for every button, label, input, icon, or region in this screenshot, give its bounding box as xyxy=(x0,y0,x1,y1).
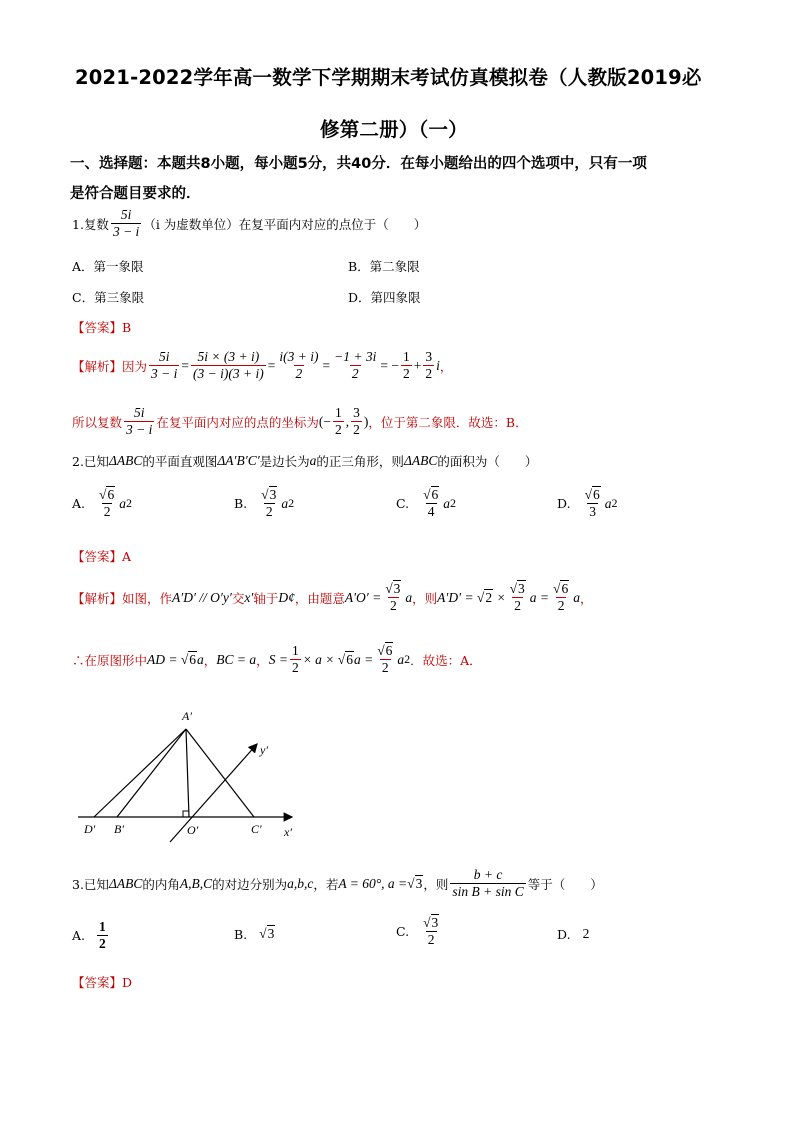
y-axis-line xyxy=(170,744,257,842)
q2-analysis-text3: 交 xyxy=(231,590,245,606)
q3-option-d-value: 2 xyxy=(582,926,590,941)
q1-analysis: 【解析】 因为 $\frac{5i}{3 - i}$ = $\frac{5i \times (3 + i)}{(3 - i)(3 + i)}$ = $\frac{i(3 + i)}{2}$ = $\frac{-1 + 3i}{2}$ = − $\frac{1}{2}$ + $\frac{3}{2}$ i ， xyxy=(72,349,453,382)
q1-answer-tag: 【答案】 xyxy=(72,320,123,335)
segment-ad xyxy=(94,729,186,817)
segment-ao xyxy=(186,729,189,817)
q2-option-c: C. $\frac{√6}{4}$ a 2 xyxy=(396,487,457,520)
q1-analysis-tag: 【解析】 xyxy=(72,358,123,374)
q2-analysis-text7: ，由题意 xyxy=(294,590,345,606)
q2-stem-i: 的面积为（ ） xyxy=(437,454,538,469)
q3-option-a: A. $\frac{1}{2}$ xyxy=(72,919,106,952)
q1-option-d: D．第四象限 xyxy=(348,290,421,305)
q1-note: （i 为虚数单位）在复平面内对应的点位于（ ） xyxy=(143,216,427,232)
q1-eq-frac-6: $\frac{3}{2}$ xyxy=(425,349,433,382)
q1-prefix: 1.复数 xyxy=(72,216,109,232)
q3-option-c: C. $\frac{√3}{2}$ xyxy=(396,915,439,948)
q3-fraction-num: b + c xyxy=(473,867,503,882)
q1-conclusion-frac: $\frac{5i}{3 - i}$ xyxy=(126,405,153,438)
q1-option-a: A．第一象限 xyxy=(72,259,144,274)
q2-point-d: D¢ xyxy=(278,589,295,605)
label-o: O′ xyxy=(187,823,199,837)
q2-figure xyxy=(70,700,310,850)
label-x: x′ xyxy=(284,825,292,839)
label-c: C′ xyxy=(251,822,262,836)
q2-triangle-abc: ΔABC xyxy=(108,453,143,468)
q1-eq-frac-2: $\frac{5i \times (3 + i)}{(3 - i)(3 + i)}$ xyxy=(193,349,264,382)
q1-conclusion-lead: 所以复数 xyxy=(72,414,123,430)
q1-eq-frac-4: $\frac{-1 + 3i}{2}$ xyxy=(334,349,377,382)
q1-eq-frac-5: $\frac{1}{2}$ xyxy=(402,349,410,382)
q2-therefore-lead: ∴在原图形中 xyxy=(72,652,148,668)
q1-option-b: B．第二象限 xyxy=(348,259,420,274)
q1-analysis-lead: 因为 xyxy=(122,358,148,374)
q2-option-b-label: B. xyxy=(234,496,248,512)
q2-option-a: A. $\frac{√6}{2}$ a 2 xyxy=(72,487,132,520)
q2-parallel: A′D′ // O′y′ xyxy=(172,589,232,605)
segment-ab xyxy=(117,729,186,817)
q2-triangle-abc-2: ΔABC xyxy=(403,453,438,468)
q2-option-a-label: A. xyxy=(72,496,86,512)
q2-answer-tag: 【答案】 xyxy=(72,549,123,564)
q1-conclusion: 所以复数 $\frac{5i}{3 - i}$ 在复平面内对应的点的坐标为 (− $\frac{1}{2}$ , $\frac{3}{2}$ ) ，位于第二象限．故选：B． xyxy=(72,405,528,438)
question-2-stem xyxy=(72,452,537,470)
q3-answer xyxy=(72,973,132,991)
q2-therefore: ∴在原图形中 AD = √6a ， BC = a ， S = $\frac{1}{2}$ × a × √6a = $\frac{√6}{2}$ a 2 ．故选：A． xyxy=(72,643,482,676)
q2-answer xyxy=(72,547,131,565)
q2-analysis-text5: 轴于 xyxy=(253,590,279,606)
q2-option-b: B. $\frac{√3}{2}$ a 2 xyxy=(234,487,295,520)
q2-option-d-label: D. xyxy=(557,496,571,512)
q3-stem-i: ，则 xyxy=(423,876,449,892)
q3-option-d xyxy=(557,926,589,942)
q2-analysis: 【解析】 如图，作 A′D′ // O′y′ 交 x′ 轴于 D¢ ，由题意 A′O′ = $\frac{√3}{2}$ a ，则 A′D′ = √2 × $\frac{√3}{2}$ a = $\frac{√6}{2}$ a ， xyxy=(72,581,593,614)
q3-condition: A = 60°, a = xyxy=(338,875,408,891)
q2-analysis-text1: 如图，作 xyxy=(122,590,173,606)
question-1-stem xyxy=(72,208,426,239)
q2-triangle-prime: ΔA′B′C′ xyxy=(217,453,260,468)
question-3-stem: 3.已知 ΔABC 的内角 A,B,C 的对边分别为 a,b,c ，若 A = 60°, a = √3 ，则 $\frac{b + c}{\text{sin B + sin C}}$ 等于（ ） xyxy=(72,867,603,900)
q3-answer-tag: 【答案】 xyxy=(72,975,123,990)
q3-option-d-label: D. xyxy=(557,926,571,942)
q3-stem-g: ，若 xyxy=(313,876,339,892)
page-title-line1: 2021-2022学年高一数学下学期期末考试仿真模拟卷（人教版2019必 xyxy=(75,66,702,89)
q1-analysis-tail: ， xyxy=(439,358,453,374)
q2-option-d: D. $\frac{√6}{3}$ a 2 xyxy=(557,487,618,520)
q1-eq-frac-3: $\frac{i(3 + i)}{2}$ xyxy=(279,349,319,382)
q3-option-b-label: B. xyxy=(234,926,248,942)
q2-answer-value: A xyxy=(122,549,132,564)
q2-stem-a: 2.已知 xyxy=(72,454,109,469)
q3-stem-e: 的对边分别为 xyxy=(212,876,288,892)
q2-x-axis: x′ xyxy=(244,589,254,605)
q2-stem-g: 的正三角形，则 xyxy=(316,454,404,469)
q1-fraction-den: 3 − i xyxy=(112,224,140,240)
q1-conclusion-end: ，位于第二象限．故选：B． xyxy=(368,414,528,430)
q1-answer xyxy=(72,318,131,336)
q3-answer-value: D xyxy=(122,975,133,990)
q3-option-a-label: A. xyxy=(72,928,86,944)
q3-fraction xyxy=(450,868,525,899)
q2-option-c-label: C. xyxy=(396,496,410,512)
q1-option-c: C．第三象限 xyxy=(72,290,145,305)
page-title-line2: 修第二册）（一） xyxy=(320,118,468,141)
q1-fraction-num: 5i xyxy=(120,207,132,222)
q1-fraction xyxy=(111,208,141,239)
section-header-line1: 一、选择题：本题共8小题，每小题5分，共40分．在每小题给出的四个选项中，只有一项 xyxy=(70,156,647,172)
q2-analysis-tag: 【解析】 xyxy=(72,590,123,606)
q1-conclusion-mid: 在复平面内对应的点的坐标为 xyxy=(156,414,319,430)
label-a: A′ xyxy=(182,709,192,723)
label-d: D′ xyxy=(84,822,96,836)
q3-sides: a,b,c xyxy=(287,875,314,891)
q3-stem-a: 3.已知 xyxy=(72,876,109,892)
q2-stem-e: 是边长为 xyxy=(259,454,310,469)
q3-stem-c: 的内角 xyxy=(142,876,180,892)
right-angle-mark xyxy=(183,811,189,817)
q2-analysis-text8: ，则 xyxy=(412,590,438,606)
q1-answer-value: B xyxy=(122,320,132,335)
q3-stem-j: 等于（ ） xyxy=(527,876,603,892)
label-y: y′ xyxy=(260,743,268,757)
q3-option-c-label: C. xyxy=(396,924,410,940)
q3-option-b: B. √3 xyxy=(234,926,275,942)
label-b: B′ xyxy=(114,822,124,836)
q3-angles: A,B,C xyxy=(179,875,213,891)
segment-ac xyxy=(186,729,254,817)
q2-stem-c: 的平面直观图 xyxy=(142,454,218,469)
q2-therefore-end: ．故选：A． xyxy=(410,652,482,668)
q2-side-a: a xyxy=(309,453,317,468)
q3-triangle: ΔABC xyxy=(108,875,143,891)
q1-eq-frac-1: $\frac{5i}{3 - i}$ xyxy=(151,349,178,382)
section-header-line2: 是符合题目要求的． xyxy=(70,186,201,202)
q3-fraction-den: sin B + sin C xyxy=(452,884,524,900)
